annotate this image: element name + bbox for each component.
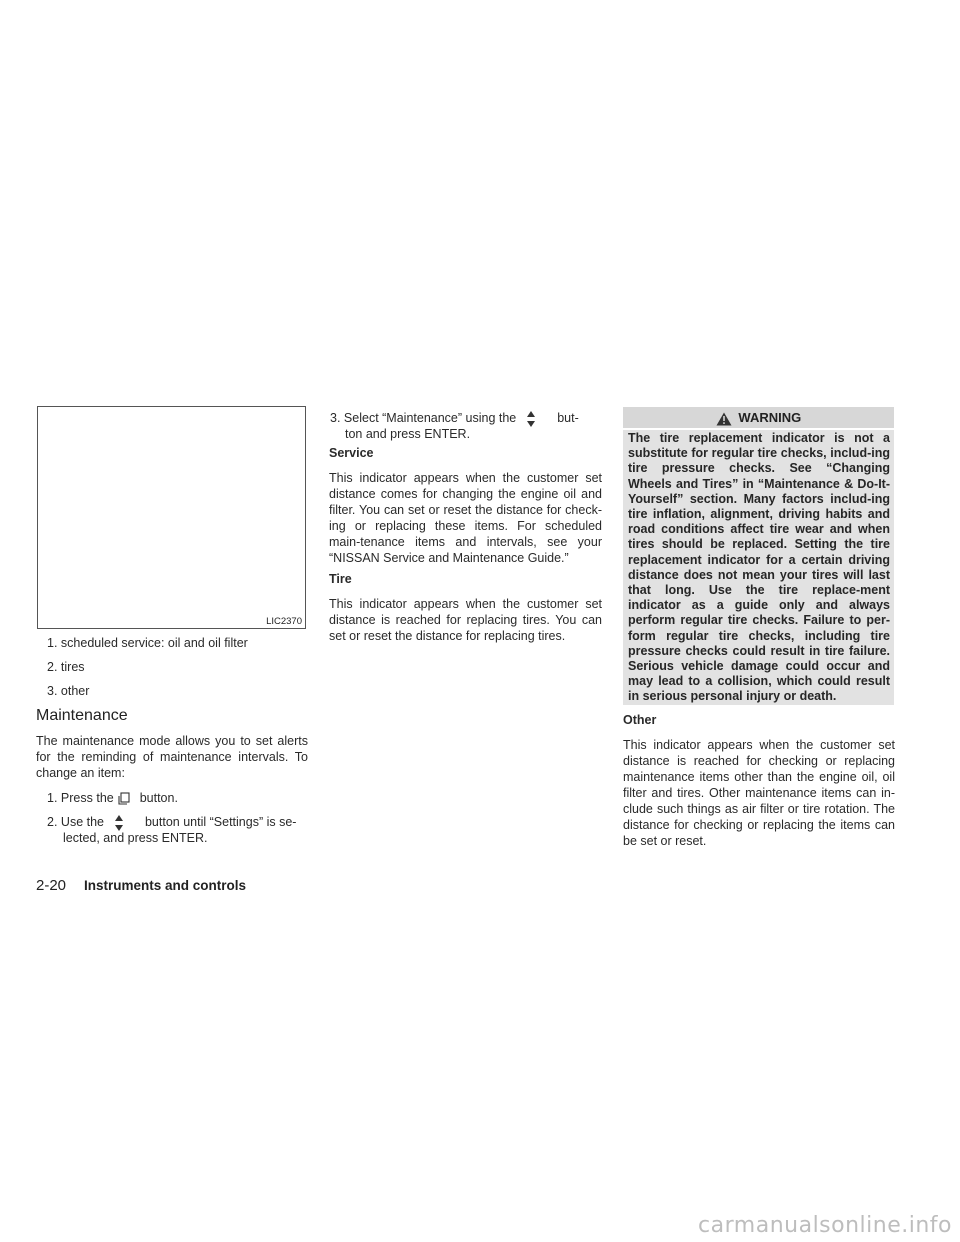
maintenance-step-3 xyxy=(330,410,602,427)
step-text: Press the xyxy=(60,791,114,805)
section-heading-service: Service xyxy=(329,446,374,460)
page-number: 2-20 xyxy=(36,877,67,894)
maintenance-step-2 xyxy=(47,814,309,831)
step-number: 1. xyxy=(47,791,58,805)
menu-icon xyxy=(118,792,132,806)
list-item-number: 2. xyxy=(47,660,58,674)
warning-header xyxy=(623,407,894,428)
figure-placeholder xyxy=(37,406,306,629)
figure-label: LIC2370 xyxy=(266,616,302,627)
warning-title: WARNING xyxy=(738,410,802,425)
list-item xyxy=(47,659,85,675)
step-text: Select “Maintenance” using the xyxy=(343,411,517,425)
up-down-icon xyxy=(114,815,128,831)
maintenance-step-2-cont: lected, and press ENTER. xyxy=(63,831,208,845)
tire-text: This indicator appears when the customer set distance is reached for replacing tires. You can set or reset the distance for replacing tires. xyxy=(329,597,602,643)
maintenance-intro: The maintenance mode allows you to set alerts for the reminding of maintenance intervals. To change an item: xyxy=(36,734,308,780)
section-heading-other: Other xyxy=(623,713,657,727)
step-number: 2. xyxy=(47,815,58,829)
list-item-number: 3. xyxy=(47,684,58,698)
step-number: 3. xyxy=(330,411,341,425)
step-text: button until “Settings” is se- xyxy=(144,815,297,829)
list-item-text: tires xyxy=(60,660,85,674)
step-text: Use the xyxy=(60,815,105,829)
list-item xyxy=(47,635,248,651)
list-item xyxy=(47,683,89,699)
step-text: button. xyxy=(139,791,178,805)
list-item-number: 1. xyxy=(47,636,58,650)
list-item-text: other xyxy=(60,684,90,698)
list-item-text: scheduled service: oil and oil filter xyxy=(60,636,248,650)
up-down-icon xyxy=(526,411,540,427)
warning-body: The tire replacement indicator is not a substitute for regular tire checks, includ-ing tire pressure checks. See “Changing Wheels and Tires” in “Maintenance & Do-It-Yourself” section. Many factors includ-ing tire inflation, alignment, driving habits and road conditions affect tire wear and when tires should be replaced. Setting the tire replacement indicator for a certain driving distance does not mean your tires will last that long. Use the tire replace-ment indicator as a guide only and always perform regular tire checks. Failure to per-form regular tire checks, including tire pressure checks could result in tire failure. Serious vehicle damage could occur and may lead to a collision, which could result in serious personal injury or death. xyxy=(623,430,894,705)
section-heading-tire: Tire xyxy=(329,572,352,586)
maintenance-step-3-cont: ton and press ENTER. xyxy=(345,427,471,441)
other-text: This indicator appears when the customer set distance is reached for checking or replacing maintenance items other than the engine oil, oil filter and tires. Other maintenance items can in-clude such things as air filter or tire rotation. The distance for checking or replacing the items can be set or reset. xyxy=(623,738,895,848)
service-text: This indicator appears when the customer set distance comes for changing the engine oil and filter. You can set or reset the distance for check-ing or replacing these items. For scheduled main-tenance items and intervals, see your “NISSAN Service and Maintenance Guide.” xyxy=(329,471,602,565)
maintenance-step-1 xyxy=(47,790,178,806)
warning-triangle-icon xyxy=(716,411,732,425)
watermark: carmanualsonline.info xyxy=(698,1213,952,1238)
section-heading-maintenance: Maintenance xyxy=(36,707,128,724)
chapter-title: Instruments and controls xyxy=(84,878,247,893)
step-text: but- xyxy=(557,411,579,425)
